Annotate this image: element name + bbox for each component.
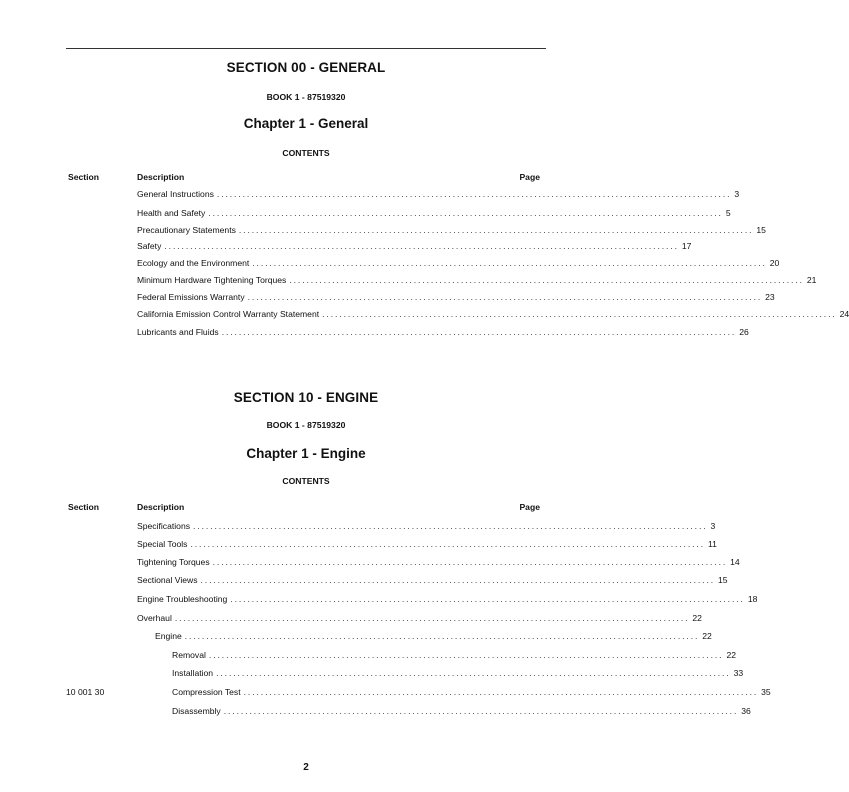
toc-row[interactable]: 10 001 30 Compression Test ........................................................................................................................ 35: [66, 687, 771, 697]
toc-row-page: 26: [739, 327, 749, 337]
toc-row-page: 3: [734, 189, 740, 199]
toc-row-description: Special Tools: [137, 539, 188, 549]
toc-row[interactable]: Engine ........................................................................................................................ 22: [155, 631, 712, 641]
section-10-col-section: Section: [68, 502, 100, 512]
toc-row-page: 22: [726, 650, 736, 660]
toc-row-description: Sectional Views: [137, 575, 198, 585]
toc-row-description: Tightening Torques: [137, 557, 210, 567]
toc-row-description: Specifications: [137, 521, 191, 531]
toc-row-page: 23: [765, 292, 775, 302]
toc-row[interactable]: Ecology and the Environment ........................................................................................................................ 20: [137, 258, 780, 268]
toc-row-description: Safety: [137, 241, 162, 251]
toc-row-description: Ecology and the Environment: [137, 258, 250, 268]
toc-row[interactable]: Disassembly ........................................................................................................................ 36: [172, 706, 751, 716]
section-00-col-section: Section: [68, 172, 100, 182]
toc-row-page: 36: [741, 706, 751, 716]
section-10-col-description: Description: [137, 502, 185, 512]
toc-row-page: 15: [756, 225, 766, 235]
toc-row-page: 24: [839, 309, 849, 319]
section-10-contents-heading: CONTENTS: [282, 476, 330, 486]
toc-row-page: 35: [761, 687, 771, 697]
section-00-col-page: Page: [519, 172, 540, 182]
page-number: 2: [303, 762, 309, 773]
toc-row-page: 17: [681, 241, 692, 251]
toc-row-description: Minimum Hardware Tightening Torques: [137, 275, 287, 285]
toc-row-description: Disassembly: [172, 706, 221, 716]
toc-row[interactable]: Overhaul ........................................................................................................................ 22: [137, 613, 702, 623]
section-10-book: BOOK 1 - 87519320: [266, 420, 346, 430]
toc-row-description: General Instructions: [137, 189, 214, 199]
section-00-col-description: Description: [137, 172, 185, 182]
toc-row-description: Engine: [155, 631, 182, 641]
toc-row[interactable]: Tightening Torques ........................................................................................................................ 14: [137, 557, 740, 567]
toc-row[interactable]: Federal Emissions Warranty ........................................................................................................................ 23: [137, 292, 775, 302]
section-10-title: SECTION 10 - ENGINE: [233, 390, 379, 405]
toc-row-page: 3: [710, 521, 716, 531]
toc-row-page: 5: [725, 208, 731, 218]
toc-row-page: 33: [733, 668, 744, 678]
toc-row-page: 21: [806, 275, 817, 285]
toc-row[interactable]: Safety ........................................................................................................................ 17: [137, 241, 692, 251]
toc-row-description: California Emission Control Warranty Statement: [137, 309, 320, 319]
section-10-chapter-title: Chapter 1 - Engine: [246, 446, 366, 461]
toc-row-description: Lubricants and Fluids: [137, 327, 219, 337]
section-00-chapter-title: Chapter 1 - General: [243, 116, 369, 131]
toc-row-page: 22: [692, 613, 702, 623]
toc-row[interactable]: Removal ........................................................................................................................ 22: [172, 650, 736, 660]
toc-row[interactable]: California Emission Control Warranty Statement ........................................................................................................................ 24: [137, 309, 849, 319]
toc-row[interactable]: General Instructions ........................................................................................................................ 3: [137, 189, 740, 199]
section-00-book: BOOK 1 - 87519320: [266, 92, 346, 102]
toc-row-description: Health and Safety: [137, 208, 206, 218]
toc-row-description: Installation: [172, 668, 214, 678]
toc-row-description: Removal: [172, 650, 206, 660]
section-00-title: SECTION 00 - GENERAL: [226, 60, 386, 75]
section-10-col-page: Page: [519, 502, 540, 512]
toc-row-description: Engine Troubleshooting: [137, 594, 228, 604]
toc-row-page: 22: [702, 631, 712, 641]
toc-row-description: Precautionary Statements: [137, 225, 236, 235]
toc-row[interactable]: Specifications ........................................................................................................................ 3: [137, 521, 716, 531]
toc-row[interactable]: Health and Safety ........................................................................................................................ 5: [137, 208, 731, 218]
toc-row[interactable]: Engine Troubleshooting ........................................................................................................................ 18: [137, 594, 758, 604]
toc-row-page: 11: [708, 539, 717, 549]
toc-row[interactable]: Sectional Views ........................................................................................................................ 15: [137, 575, 728, 585]
toc-row-page: 20: [769, 258, 780, 268]
toc-row-description: Federal Emissions Warranty: [137, 292, 245, 302]
toc-row-page: 14: [730, 557, 740, 567]
toc-row-description: Overhaul: [137, 613, 172, 623]
toc-row[interactable]: Precautionary Statements ........................................................................................................................ 15: [137, 225, 766, 235]
toc-row[interactable]: Special Tools ........................................................................................................................ 11: [137, 539, 717, 549]
toc-row[interactable]: Installation ........................................................................................................................ 33: [172, 668, 744, 678]
top-rule: [66, 48, 546, 49]
section-00-contents-heading: CONTENTS: [282, 148, 330, 158]
toc-row-section: 10 001 30: [66, 687, 105, 697]
toc-row-page: 18: [747, 594, 758, 604]
toc-row[interactable]: Lubricants and Fluids ........................................................................................................................ 26: [137, 327, 749, 337]
toc-row[interactable]: Minimum Hardware Tightening Torques ........................................................................................................................ 21: [137, 275, 817, 285]
toc-row-description: Compression Test: [172, 687, 241, 697]
toc-row-page: 15: [718, 575, 728, 585]
